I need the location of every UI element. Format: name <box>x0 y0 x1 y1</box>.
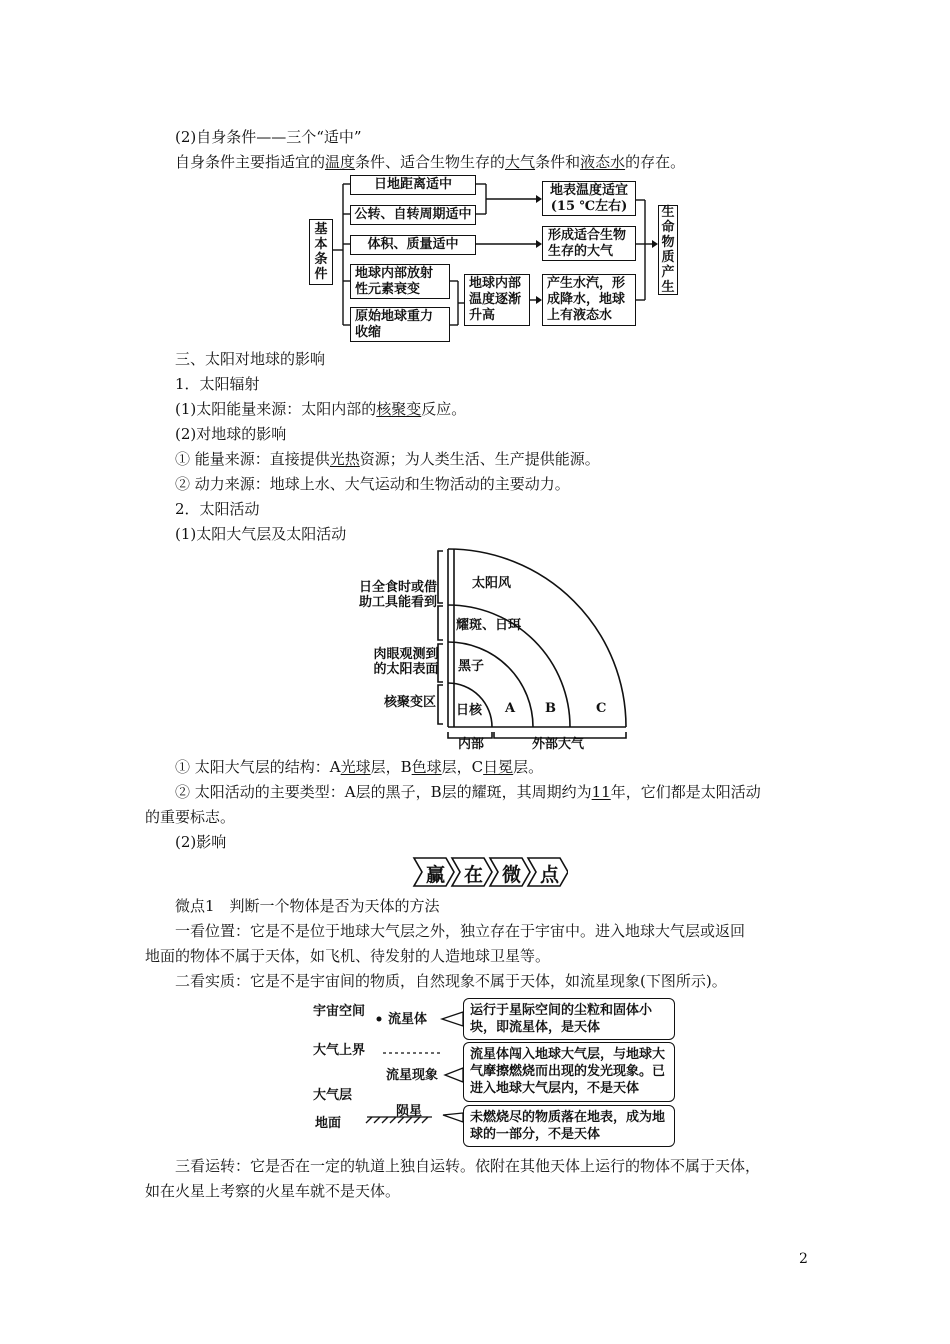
solar-activity-heading: 2．太阳活动 <box>175 500 260 518</box>
flow-result-atmosphere: 形成适合生物生存的大气 <box>542 226 636 261</box>
label-outer-atmosphere: 外部大气 <box>532 737 585 752</box>
answer-corona: 日冕 <box>483 758 514 776</box>
text-span: ② 太阳活动的主要类型：A层的黑子，B层的耀斑，其周期约为 <box>175 783 592 801</box>
basic-conditions-box: 基本条件 <box>309 219 333 285</box>
label-ground: 地面 <box>315 1116 342 1131</box>
text-span: 反应。 <box>421 400 467 418</box>
flow-item-gravity-contraction: 原始地球重力收缩 <box>350 307 450 342</box>
label-fusion-zone: 核聚变区 <box>384 695 437 710</box>
banner-char-4: 点 <box>540 864 560 886</box>
label-meteoroid: 流星体 <box>388 1012 428 1027</box>
impact-heading: (2)对地球的影响 <box>175 425 287 443</box>
text-span: (1)太阳能量来源：太阳内部的 <box>175 400 377 418</box>
label-naked-eye-surface: 肉眼观测到的太阳表面 <box>373 647 439 677</box>
solar-activity-types-line-2: 的重要标志。 <box>145 808 236 826</box>
flow-item-volume-mass: 体积、质量适中 <box>350 235 476 255</box>
solar-activity-types-line <box>175 782 761 802</box>
flow-mid-temperature-rise: 地球内部温度逐渐升高 <box>464 274 530 326</box>
answer-chromosphere: 色球 <box>411 758 442 776</box>
callout-meteorite: 未燃烧尽的物质落在地表，成为地球的一部分，不是天体 <box>463 1105 675 1147</box>
micro-point-title: 微点1 判断一个物体是否为天体的方法 <box>175 897 440 915</box>
banner-char-3: 微 <box>502 864 522 886</box>
label-core: 日核 <box>456 703 483 718</box>
flow-result-liquid-water: 产生水汽，形成降水，地球上有液态水 <box>542 274 636 326</box>
micro-position-line-2: 地面的物体不属于天体，如飞机、待发射的人造地球卫星等。 <box>145 947 551 965</box>
callout-meteor-phenomenon: 流星体闯入地球大气层，与地球大气摩擦燃烧而出现的发光现象。已进入地球大气层内，不是天体 <box>463 1042 675 1102</box>
answer-temperature: 温度 <box>325 153 356 171</box>
flow-result-surface-temperature: 地表温度适宜(15 ℃左右) <box>542 181 636 216</box>
impact-power-line: ② 动力来源：地球上水、大气运动和生物活动的主要动力。 <box>175 475 570 493</box>
banner-char-1: 赢 <box>426 864 446 886</box>
label-meteor-phenomenon: 流星现象 <box>386 1068 439 1083</box>
text-span: 的存在。 <box>625 153 686 171</box>
micro-revolution-line-1: 三看运转：它是否在一定的轨道上独自运转。依附在其他天体上运行的物体不属于天体， <box>175 1157 761 1175</box>
text-span: 年，它们都是太阳活动 <box>610 783 761 801</box>
text-span: 自身条件主要指适宜的 <box>175 153 326 171</box>
label-meteorite: 陨星 <box>396 1104 423 1119</box>
label-solar-wind: 太阳风 <box>472 576 512 591</box>
solar-structure-line <box>175 757 543 777</box>
text-span: ① 太阳大气层的结构：A <box>175 758 341 776</box>
answer-fusion: 核聚变 <box>376 400 422 418</box>
banner-char-2: 在 <box>464 864 484 886</box>
page-number: 2 <box>799 1251 808 1267</box>
text-span: 资源；为人类生活、生产提供能源。 <box>359 450 600 468</box>
callout-meteoroid: 运行于星际空间的尘粒和固体小块，即流星体，是天体 <box>463 998 675 1040</box>
label-flares-prominences: 耀斑、日珥 <box>456 618 522 633</box>
energy-source-line <box>175 399 466 419</box>
flow-item-revolution-rotation: 公转、自转周期适中 <box>350 205 476 225</box>
text-span: 层，B <box>370 758 412 776</box>
text-span: 层。 <box>513 758 544 776</box>
label-atmosphere-top: 大气上界 <box>313 1043 366 1058</box>
answer-11-years: 11 <box>591 783 611 801</box>
solar-radiation-heading: 1．太阳辐射 <box>175 375 260 393</box>
text-span: ① 能量来源：直接提供 <box>175 450 330 468</box>
micro-revolution-line-2: 如在火星上考察的火星车就不是天体。 <box>145 1182 401 1200</box>
solar-atmosphere-heading: (1)太阳大气层及太阳活动 <box>175 525 347 543</box>
text-span: 条件、适合生物生存的 <box>355 153 506 171</box>
label-atmosphere: 大气层 <box>313 1088 353 1103</box>
answer-light-heat: 光热 <box>329 450 360 468</box>
flow-item-radioactive-decay: 地球内部放射性元素衰变 <box>350 264 450 299</box>
micro-point-banner <box>412 856 568 888</box>
answer-photosphere: 光球 <box>340 758 371 776</box>
self-condition-paragraph <box>175 152 685 172</box>
self-condition-heading: (2)自身条件——三个“适中” <box>175 128 362 146</box>
flow-final-life: 生命物质产生 <box>658 205 678 295</box>
text-span: 层，C <box>441 758 484 776</box>
answer-liquid-water: 液态水 <box>580 153 626 171</box>
text-span: 条件和 <box>535 153 581 171</box>
label-space: 宇宙空间 <box>313 1004 366 1019</box>
label-layer-c: C <box>596 701 607 716</box>
answer-atmosphere: 大气 <box>505 153 536 171</box>
micro-position-line-1: 一看位置：它是不是位于地球大气层之外，独立存在于宇宙中。进入地球大气层或返回 <box>175 922 746 940</box>
label-layer-b: B <box>545 701 556 716</box>
impact-energy-line <box>175 449 600 469</box>
impact-heading-2: (2)影响 <box>175 833 227 851</box>
label-layer-a: A <box>505 701 516 716</box>
section-3-title: 三、太阳对地球的影响 <box>175 350 326 368</box>
flow-item-sun-earth-distance: 日地距离适中 <box>350 175 476 195</box>
label-interior: 内部 <box>458 737 485 752</box>
micro-substance-line: 二看实质：它是不是宇宙间的物质，自然现象不属于天体，如流星现象(下图所示)。 <box>175 972 727 990</box>
label-eclipse-visible: 日全食时或借助工具能看到 <box>358 580 437 610</box>
label-sunspots: 黑子 <box>458 659 485 674</box>
